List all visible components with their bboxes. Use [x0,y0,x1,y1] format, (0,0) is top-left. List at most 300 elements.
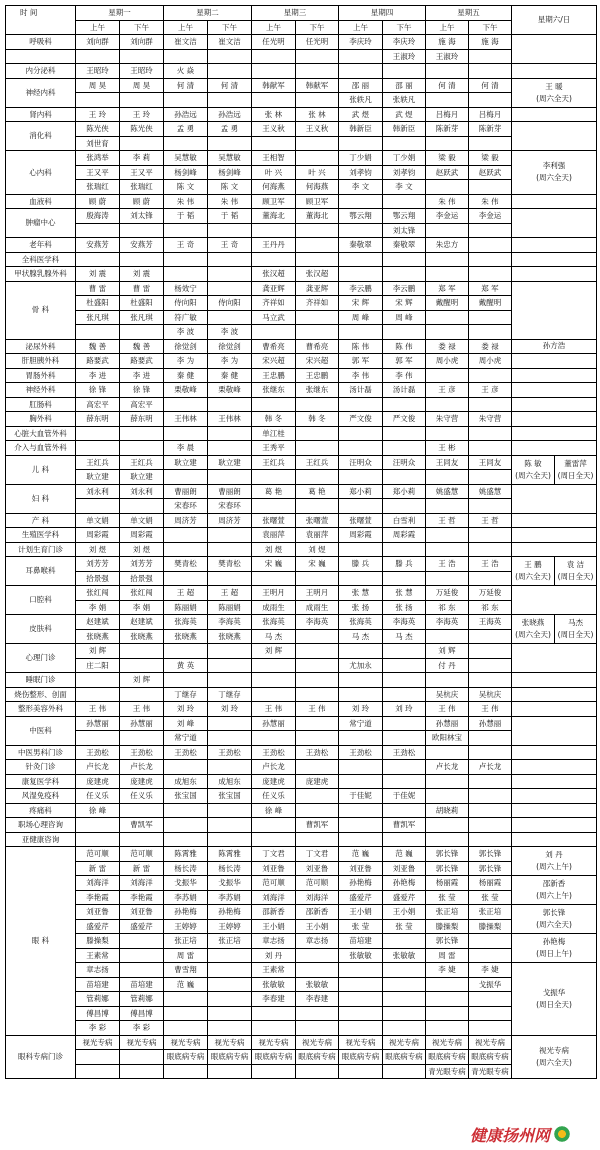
doctor-cell: 韩 冬 [252,412,296,427]
doctor-cell: 视光专病 [252,1035,296,1050]
doctor-cell [164,397,208,412]
doctor-cell: 王小娟 [339,905,383,920]
doctor-cell [120,49,164,64]
doctor-cell [469,325,512,340]
doctor-cell: 龚亚辉 [296,281,339,296]
doctor-cell [164,673,208,688]
doctor-cell: 卢长龙 [426,760,469,775]
doctor-cell: 张 林 [252,107,296,122]
doctor-cell: 宋 巍 [296,557,339,572]
doctor-cell: 娄 禄 [426,339,469,354]
pm-header: 下午 [120,20,164,35]
doctor-cell: 顾 蔚 [76,194,120,209]
weekend-doctor-cell [512,586,597,615]
doctor-cell [296,731,339,746]
department-name: 肾内科 [6,107,76,122]
doctor-cell: 刘 玲 [208,702,252,717]
weekend-doctor-cell [512,267,597,282]
corner-cell [6,6,76,35]
doctor-cell [426,310,469,325]
doctor-cell: 张 莹 [426,890,469,905]
doctor-cell: 李 娟 [120,600,164,615]
doctor-cell: 章志扬 [76,963,120,978]
doctor-cell: 袁丽萍 [252,528,296,543]
doctor-cell: 薛东明 [76,412,120,427]
doctor-cell: 梁 毅 [426,151,469,166]
department-name: 肛肠科 [6,397,76,412]
doctor-cell: 戈振华 [469,977,512,992]
doctor-cell: 刘 震 [120,267,164,282]
doctor-cell: 任义乐 [120,789,164,804]
doctor-cell [383,267,426,282]
doctor-cell: 范可顺 [252,876,296,891]
doctor-cell: 王 浩 [426,557,469,572]
doctor-cell [296,716,339,731]
doctor-cell: 王又平 [120,165,164,180]
doctor-cell: 王劲松 [164,745,208,760]
doctor-cell: 耿立建 [120,470,164,485]
doctor-cell [383,832,426,847]
doctor-cell: 视光专病 [426,1035,469,1050]
doctor-cell [208,267,252,282]
doctor-cell [208,1021,252,1036]
day-header-tue: 星期二 [164,6,252,21]
doctor-cell: 视光专病 [76,1035,120,1050]
department-name: 胃肠外科 [6,368,76,383]
doctor-cell: 李海英 [426,615,469,630]
doctor-cell [383,1006,426,1021]
doctor-cell: 常宁道 [339,716,383,731]
doctor-cell [296,151,339,166]
doctor-cell: 张凡琪 [120,310,164,325]
doctor-cell: 单文娟 [120,513,164,528]
doctor-cell: 王伟林 [164,412,208,427]
schedule-row [6,774,597,789]
doctor-cell [252,673,296,688]
doctor-cell [120,426,164,441]
doctor-cell: 汪明众 [383,455,426,470]
doctor-cell [383,499,426,514]
department-name: 整形美容外科 [6,702,76,717]
doctor-cell: 李 娟 [76,600,120,615]
doctor-cell: 曹丽朗 [164,484,208,499]
doctor-cell: 王 伟 [296,702,339,717]
doctor-cell: 邵 丽 [339,78,383,93]
doctor-cell [208,426,252,441]
doctor-cell [296,803,339,818]
doctor-cell [208,673,252,688]
doctor-cell: 宋兴超 [252,354,296,369]
schedule-row [6,368,597,383]
doctor-cell: 刘 震 [76,267,120,282]
doctor-cell: 张 莹 [383,919,426,934]
doctor-cell: 管莉娜 [120,992,164,1007]
doctor-cell: 丁继存 [164,687,208,702]
department-name: 消化科 [6,122,76,151]
doctor-cell: 严文俊 [383,412,426,427]
doctor-cell: 吴杭庆 [426,687,469,702]
doctor-cell [164,571,208,586]
doctor-cell: 安燕芳 [76,238,120,253]
department-name: 烧伤整形、创面 [6,687,76,702]
department-name: 中医科 [6,716,76,745]
doctor-cell [208,963,252,978]
weekend-doctor-cell [512,426,597,441]
doctor-cell: 陈霄雅 [208,847,252,862]
doctor-cell: 李 波 [208,325,252,340]
doctor-cell [296,310,339,325]
doctor-cell: 曹凯军 [296,818,339,833]
doctor-cell: 刘 峰 [164,716,208,731]
weekend-doctor-cell: 董雷萍 (周日全天) [555,455,597,484]
doctor-cell: 孙慧丽 [120,716,164,731]
doctor-cell: 张继东 [252,383,296,398]
doctor-cell [164,470,208,485]
weekend-doctor-cell: 张晓燕 (周六全天) [512,615,555,644]
doctor-cell [120,658,164,673]
doctor-cell [76,499,120,514]
doctor-cell [296,832,339,847]
doctor-cell: 丁少娟 [339,151,383,166]
doctor-cell: 曹 雷 [120,281,164,296]
doctor-cell: 朱 伟 [164,194,208,209]
doctor-cell [469,441,512,456]
doctor-cell: 韩新臣 [383,122,426,137]
doctor-cell [208,64,252,79]
doctor-cell: 朱 伟 [426,194,469,209]
doctor-cell: 刘 玲 [383,702,426,717]
doctor-cell: 董海北 [252,209,296,224]
doctor-cell [208,1006,252,1021]
doctor-cell [339,760,383,775]
doctor-cell [426,528,469,543]
doctor-cell: 李苏娟 [208,890,252,905]
doctor-cell: 孙艳梅 [208,905,252,920]
doctor-cell: 傅昌博 [120,1006,164,1021]
doctor-cell: 戈振华 [164,876,208,891]
doctor-cell: 王丹丹 [252,238,296,253]
schedule-row [6,919,597,934]
doctor-cell: 单江桂 [252,426,296,441]
doctor-cell: 刘芳芳 [76,557,120,572]
doctor-cell [296,325,339,340]
doctor-cell [469,397,512,412]
doctor-cell [76,426,120,441]
doctor-cell: 张凡琪 [76,310,120,325]
doctor-cell [164,426,208,441]
doctor-cell: 张鸿举 [76,151,120,166]
doctor-cell: 任光明 [252,35,296,50]
doctor-cell: 刘亚鲁 [76,905,120,920]
weekend-doctor-cell [512,542,597,557]
doctor-cell [6,49,76,64]
doctor-cell: 滕操梨 [76,934,120,949]
doctor-cell [164,803,208,818]
doctor-cell: 刘 玲 [339,702,383,717]
doctor-cell: 刘亚鲁 [296,861,339,876]
doctor-cell: 龚亚辉 [252,281,296,296]
doctor-cell: 庄二阳 [76,658,120,673]
doctor-cell [426,818,469,833]
doctor-cell [208,397,252,412]
doctor-cell [339,818,383,833]
doctor-cell: 李云鹏 [339,281,383,296]
doctor-cell: 郭长锋 [426,847,469,862]
doctor-cell [208,731,252,746]
doctor-cell [383,644,426,659]
doctor-cell [164,252,208,267]
doctor-cell: 赵跃武 [426,165,469,180]
doctor-cell: 刘孝钧 [339,165,383,180]
doctor-cell: 路要武 [120,354,164,369]
schedule-row [6,194,597,209]
doctor-cell: 章志扬 [296,934,339,949]
doctor-cell: 刘亚鲁 [383,861,426,876]
doctor-cell [76,441,120,456]
doctor-cell: 张曙萱 [339,513,383,528]
doctor-cell: 李春建 [252,992,296,1007]
doctor-cell: 汤计磊 [339,383,383,398]
doctor-cell: 盛爱芹 [383,890,426,905]
doctor-cell [296,49,339,64]
department-name: 心脏大血管外科 [6,426,76,441]
doctor-cell: 王劲松 [252,745,296,760]
doctor-cell: 卢长龙 [120,760,164,775]
schedule-row [6,49,597,64]
doctor-cell: 刘海洋 [252,890,296,905]
doctor-cell: 张正培 [469,905,512,920]
am-header: 上午 [76,20,120,35]
doctor-cell: 张汉超 [252,267,296,282]
doctor-cell: 王海英 [469,615,512,630]
doctor-cell [164,992,208,1007]
doctor-cell: 周小虎 [469,354,512,369]
doctor-cell: 叶 兴 [296,165,339,180]
doctor-cell: 樊青松 [164,557,208,572]
doctor-cell: 拾景强 [76,571,120,586]
doctor-cell [164,760,208,775]
doctor-cell: 庞建虎 [252,774,296,789]
doctor-cell [339,470,383,485]
doctor-cell: 耿立建 [164,455,208,470]
department-name: 疼痛科 [6,803,76,818]
doctor-cell: 周济芳 [164,513,208,528]
doctor-cell: 鄂云翔 [339,209,383,224]
doctor-cell [469,745,512,760]
doctor-cell [426,426,469,441]
doctor-cell: 陈霄雅 [164,847,208,862]
schedule-row [6,484,597,499]
doctor-cell [469,644,512,659]
doctor-cell: 赵建斌 [76,615,120,630]
weekend-doctor-cell: 马杰 (周日全天) [555,615,597,644]
schedule-row [6,397,597,412]
doctor-cell: 眼底病专病 [252,1050,296,1065]
doctor-cell: 韩献军 [296,78,339,93]
schedule-row [6,122,597,137]
doctor-cell: 眼底病专病 [208,1050,252,1065]
doctor-cell: 崔文洁 [164,35,208,50]
doctor-cell: 刘亚鲁 [339,861,383,876]
doctor-cell: 常宁道 [164,731,208,746]
doctor-cell [339,977,383,992]
weekend-doctor-cell [512,673,597,688]
schedule-row [6,948,597,963]
doctor-cell [296,789,339,804]
doctor-cell [76,1050,120,1065]
schedule-row [6,238,597,253]
doctor-cell: 秦敬翠 [339,238,383,253]
doctor-cell [296,223,339,238]
doctor-cell: 王 哲 [426,513,469,528]
weekend-doctor-cell [512,513,597,528]
weekend-doctor-cell [512,484,597,513]
doctor-cell: 王明月 [296,586,339,601]
doctor-cell: 范可顺 [120,847,164,862]
doctor-cell: 魏 善 [120,339,164,354]
doctor-cell: 宋 辉 [383,296,426,311]
department-name: 心内科 [6,151,76,195]
doctor-cell: 苗培建 [339,934,383,949]
weekend-doctor-cell [512,774,597,789]
doctor-cell: 刘芳芳 [120,557,164,572]
doctor-cell [469,992,512,1007]
doctor-cell: 刘世育 [76,136,120,151]
doctor-cell: 杜盛阳 [76,296,120,311]
doctor-cell: 于 韬 [164,209,208,224]
doctor-cell: 李艳霞 [120,890,164,905]
doctor-cell [208,992,252,1007]
doctor-cell [208,49,252,64]
doctor-cell: 李金运 [469,209,512,224]
doctor-cell [208,948,252,963]
doctor-cell [208,832,252,847]
doctor-cell: 魏 善 [76,339,120,354]
doctor-cell [252,470,296,485]
doctor-cell: 薛东明 [120,412,164,427]
doctor-cell: 崔文洁 [208,35,252,50]
doctor-cell: 周 雷 [164,948,208,963]
doctor-cell [252,397,296,412]
doctor-cell: 王婷婷 [208,919,252,934]
doctor-cell: 李海英 [296,615,339,630]
weekend-doctor-cell: 刘 丹 (周六上午) [512,847,597,876]
doctor-cell [296,1006,339,1021]
doctor-cell: 朱 伟 [469,194,512,209]
doctor-cell: 邵 丽 [383,78,426,93]
doctor-cell [164,818,208,833]
doctor-cell: 尤加永 [339,658,383,673]
doctor-cell: 周彩霞 [383,528,426,543]
doctor-cell [208,281,252,296]
doctor-cell: 李金运 [426,209,469,224]
doctor-cell [426,629,469,644]
schedule-row [6,136,597,151]
doctor-cell: 郭 军 [383,354,426,369]
department-name: 神经内科 [6,78,76,107]
doctor-cell [426,397,469,412]
doctor-cell: 王劲松 [296,745,339,760]
doctor-cell: 王小娟 [296,919,339,934]
doctor-cell: 杨长涛 [164,861,208,876]
doctor-cell: 吕梅月 [426,107,469,122]
doctor-cell [426,470,469,485]
doctor-cell: 陈 伟 [339,339,383,354]
schedule-row [6,107,597,122]
doctor-cell [426,789,469,804]
doctor-cell: 李 彩 [76,1021,120,1036]
weekend-doctor-cell: 孙艳梅 (周日上午) [512,934,597,963]
schedule-row [6,35,597,50]
doctor-cell: 滕操梨 [469,919,512,934]
department-name: 甲状腺乳腺外科 [6,267,76,282]
day-header-fri: 星期五 [426,6,512,21]
schedule-row [6,542,597,557]
doctor-cell [208,136,252,151]
doctor-cell [383,571,426,586]
doctor-cell [469,267,512,282]
doctor-cell: 徐觉剑 [164,339,208,354]
doctor-cell: 张曙萱 [252,513,296,528]
doctor-cell: 王劲松 [339,745,383,760]
doctor-cell [164,136,208,151]
doctor-cell: 严文俊 [339,412,383,427]
schedule-row [6,1064,597,1079]
department-name: 计划生育门诊 [6,542,76,557]
doctor-cell: 祁 东 [469,600,512,615]
doctor-cell: 王淑玲 [426,49,469,64]
doctor-cell [339,542,383,557]
doctor-cell: 陈光侠 [76,122,120,137]
doctor-cell: 王 浩 [469,557,512,572]
doctor-cell: 宋 辉 [339,296,383,311]
doctor-cell: 王淑玲 [383,49,426,64]
header-days-row [6,6,597,21]
doctor-cell [120,1050,164,1065]
doctor-cell: 王小娟 [383,905,426,920]
doctor-cell: 王 彦 [426,383,469,398]
schedule-row [6,876,597,891]
doctor-cell: 王义秋 [296,122,339,137]
weekend-doctor-cell [512,194,597,209]
schedule-row [6,557,597,572]
doctor-cell [252,1006,296,1021]
doctor-cell [469,238,512,253]
doctor-cell: 新 雷 [76,861,120,876]
doctor-cell: 孙艳梅 [164,905,208,920]
weekend-doctor-cell [512,368,597,383]
doctor-cell: 张 慧 [339,586,383,601]
doctor-cell: 眼底病专病 [296,1050,339,1065]
doctor-cell [339,397,383,412]
doctor-cell: 苗培建 [76,977,120,992]
doctor-cell [339,731,383,746]
doctor-cell [296,1021,339,1036]
doctor-cell [469,310,512,325]
doctor-cell: 周 峰 [339,310,383,325]
doctor-cell [164,1064,208,1079]
doctor-cell: 胡晓莉 [426,803,469,818]
schedule-row [6,890,597,905]
doctor-cell [383,194,426,209]
doctor-cell [469,948,512,963]
doctor-cell: 何海燕 [252,180,296,195]
doctor-cell: 张晓燕 [208,629,252,644]
doctor-cell: 孙浩远 [164,107,208,122]
doctor-cell [120,963,164,978]
weekend-doctor-cell: 孙方浩 [512,339,597,354]
weekend-doctor-cell [512,397,597,412]
